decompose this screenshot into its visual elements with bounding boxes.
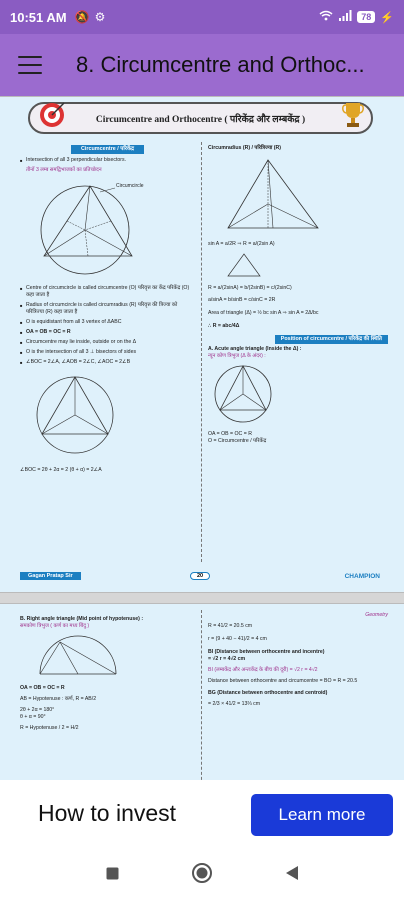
column-divider — [201, 610, 202, 780]
column-divider — [201, 142, 202, 562]
list-item: ■ Radius of circumcircle is called circumradius (R) परिवृत्त की त्रिज्या को परित्रिज्या (R) कहा जाता है — [20, 302, 195, 316]
equation: AB = Hypotenuse : कर्ण, R = AB/2 — [20, 696, 97, 702]
equation: r = (9 + 40 − 41)/2 = 4 cm — [208, 636, 267, 642]
document-viewer[interactable] — [0, 96, 404, 780]
small-triangle-figure — [208, 252, 388, 281]
page-number: 20 — [190, 572, 210, 580]
circumcircle-figure — [20, 178, 195, 281]
subheading-hindi: समकोण त्रिभुज ( कर्ण का मध्य बिंदु ) — [20, 623, 90, 629]
list-item: तीनों 3 लम्ब समद्विभाजकों का प्रतिच्छेदन — [26, 167, 102, 173]
formula: Area of triangle (Δ) = ½ bc sin A ⇒ sin A = 2Δ/bc — [208, 310, 319, 316]
list-item: ■ Centre of circumcircle is called circumcentre (O) परिवृत्त का केंद्र परिकेंद्र (O) कहा जाता है — [20, 285, 195, 299]
banner-title: Circumcentre and Orthocentre ( परिकेंद्र और लम्बकेंद्र ) — [95, 114, 306, 125]
semicircle-figure — [20, 634, 195, 681]
equation: = √2 r = 4√2 cm — [208, 656, 246, 662]
list-item: ■ OA = OB = OC = R — [20, 329, 195, 336]
banner — [28, 102, 373, 134]
menu-icon[interactable] — [18, 56, 42, 74]
brand-logo: CHAMPION — [344, 572, 380, 580]
pdf-page — [0, 603, 404, 780]
home-button[interactable] — [190, 861, 214, 885]
equation: R = Hypotenuse / 2 = H/2 — [20, 725, 79, 731]
equation: 2θ + 2α = 180° — [20, 707, 55, 713]
status-right — [319, 10, 394, 24]
list-item: ■ O is equidistant from all 3 vertex of ΔABC — [20, 319, 195, 326]
circle-icon — [191, 862, 213, 884]
equation: BI (लम्बकेंद्र और अन्तःकेंद्र के बीच की दूरी) = √2 r = 4√2 — [208, 667, 318, 673]
status-time: 10:51 AM — [10, 9, 67, 25]
nav-bar — [0, 846, 404, 900]
left-column — [20, 616, 195, 732]
battery-icon: 78 — [357, 11, 375, 23]
target-icon — [38, 101, 66, 129]
equation: R = 41/2 = 20.5 cm — [208, 623, 253, 629]
signal-icon — [338, 10, 352, 24]
ad-text: How to invest — [38, 799, 177, 826]
trophy-icon — [342, 101, 364, 129]
status-icons-left — [75, 10, 106, 24]
app-bar — [0, 34, 404, 96]
formula: sin A = a/2R ⇒ R = a/(2sin A) — [208, 241, 275, 247]
learn-more-button[interactable]: Learn more — [251, 794, 393, 836]
back-button[interactable] — [280, 861, 304, 885]
charging-icon: ⚡ — [380, 11, 394, 24]
equation: ∠BOC = 2θ + 2α = 2 (θ + α) = 2∠A — [20, 467, 102, 473]
subheading-hindi: न्यून कोण त्रिभुज (Δ के अंदर) : — [208, 353, 266, 359]
formula: ∴ R = abc/4Δ — [208, 323, 240, 329]
subheading: A. Acute angle triangle (Inside the Δ) : — [208, 346, 302, 352]
gear-icon: ⚙ — [94, 10, 106, 24]
equation: Distance between orthocentre and circumcentre = BO = R = 20.5 — [208, 678, 358, 684]
triangle-figure — [20, 370, 195, 463]
page-label: Geometry — [365, 612, 388, 618]
equation: θ + α = 90° — [20, 714, 46, 720]
subheading: BI (Distance between orthocentre and incentre) — [208, 649, 325, 655]
section-heading: Circumcentre / परिकेंद्र — [71, 145, 144, 154]
formula: R = a/(2sinA) = b/(2sinB) = c/(2sinC) — [208, 285, 292, 291]
left-column — [20, 145, 195, 474]
right-column — [208, 145, 388, 445]
recents-button[interactable] — [100, 861, 124, 885]
footer-author: Gagan Pratap Sir — [20, 572, 81, 580]
list-item: ■ ∠BOC = 2∠A, ∠AOB = 2∠C, ∠AOC = 2∠B — [20, 359, 195, 366]
section-heading: Position of circumcentre / परिकेंद्र की स्थिति — [275, 335, 388, 344]
equation: = 2/3 × 41/2 = 13⅔ cm — [208, 701, 261, 707]
status-bar — [0, 0, 404, 34]
list-item: ■ Circumcentre may lie inside, outside or on the Δ — [20, 339, 195, 346]
right-column — [208, 612, 388, 708]
subheading: BG (Distance between orthocentre and centroid) — [208, 690, 328, 696]
figure-label: Circumcircle — [116, 183, 144, 189]
circumradius-figure — [208, 156, 388, 237]
mute-icon: 🔕 — [74, 10, 90, 24]
page-footer — [0, 569, 404, 583]
wifi-icon — [319, 10, 333, 24]
list-item: ■ O is the intersection of all 3 ⊥ bisectors of sides — [20, 349, 195, 356]
section-heading: Circumradius (R) / परित्रिज्या (R) — [208, 145, 281, 151]
equation: O = Circumcentre / परिकेंद्र — [208, 438, 267, 444]
list-item: ■ Intersection of all 3 perpendicular bisectors. — [20, 157, 195, 164]
page-title: 8. Circumcentre and Orthoc... — [76, 52, 365, 77]
subheading: B. Right angle triangle (Mid point of hypotenuse) : — [20, 616, 144, 622]
pdf-page — [0, 96, 404, 593]
equation: OA = OB = OC = R — [20, 685, 65, 691]
triangle-icon — [285, 865, 299, 881]
acute-triangle-figure — [208, 364, 388, 427]
equation: OA = OB = OC = R — [208, 431, 252, 437]
square-icon — [106, 867, 119, 880]
formula: a/sinA = b/sinB = c/sinC = 2R — [208, 297, 276, 303]
